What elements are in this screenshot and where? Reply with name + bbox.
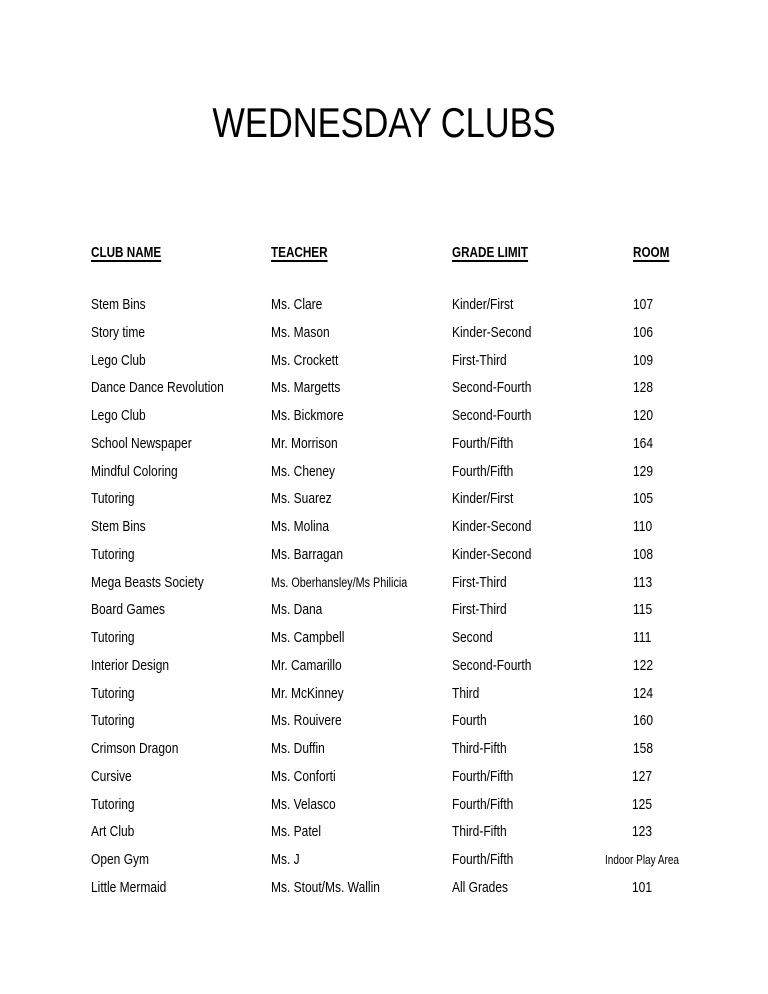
room-cell: 129 [633, 463, 654, 480]
table-row [0, 376, 768, 400]
teacher-cell: Ms. J [271, 851, 300, 868]
table-row [0, 515, 768, 539]
grade-limit-cell: Kinder-Second [452, 324, 532, 341]
page-title: WEDNESDAY CLUBS [212, 99, 556, 146]
teacher-cell: Ms. Cheney [271, 463, 336, 480]
club-name-cell: Tutoring [91, 712, 135, 729]
club-name-cell: Interior Design [91, 657, 170, 674]
room-cell: 107 [633, 296, 654, 313]
club-name-cell: Cursive [91, 768, 132, 785]
table-row [0, 293, 768, 317]
table-row [0, 321, 768, 345]
room-cell: 124 [633, 685, 654, 702]
teacher-cell: Ms. Mason [271, 324, 330, 341]
header-room: ROOM [633, 244, 670, 261]
grade-limit-cell: First-Third [452, 574, 507, 591]
room-cell: 127 [631, 768, 653, 785]
club-name-cell: Stem Bins [91, 518, 146, 535]
teacher-cell: Ms. Patel [271, 823, 322, 840]
club-name-cell: Crimson Dragon [91, 740, 179, 757]
table-row [0, 460, 768, 484]
table-row [0, 793, 768, 817]
room-cell: 125 [631, 796, 653, 813]
club-name-cell: Lego Club [91, 407, 146, 424]
grade-limit-cell: Kinder-Second [452, 546, 532, 563]
teacher-cell: Ms. Dana [271, 601, 323, 618]
grade-limit-cell: Fourth/Fifth [452, 796, 514, 813]
grade-limit-cell: Second [452, 629, 493, 646]
table-row [0, 404, 768, 428]
grade-limit-cell: Kinder-Second [452, 518, 532, 535]
club-name-cell: Mega Beasts Society [91, 574, 204, 591]
club-name-cell: Stem Bins [91, 296, 146, 313]
table-row [0, 432, 768, 456]
table-row [0, 543, 768, 567]
club-name-cell: Board Games [91, 601, 166, 618]
header-grade-limit: GRADE LIMIT [452, 244, 529, 261]
table-row [0, 654, 768, 678]
teacher-cell: Ms. Conforti [271, 768, 336, 785]
grade-limit-cell: All Grades [452, 879, 509, 896]
grade-limit-cell: Third-Fifth [452, 823, 507, 840]
table-row [0, 626, 768, 650]
room-cell: 109 [633, 352, 654, 369]
room-cell: 113 [633, 574, 653, 591]
club-name-cell: Tutoring [91, 490, 135, 507]
club-name-cell: Open Gym [91, 851, 150, 868]
teacher-cell: Ms. Velasco [271, 796, 336, 813]
teacher-cell: Ms. Oberhansley/Ms Philicia [271, 575, 408, 590]
table-row [0, 349, 768, 373]
grade-limit-cell: Second-Fourth [452, 379, 532, 396]
teacher-cell: Ms. Duffin [271, 740, 325, 757]
room-cell: 164 [633, 435, 654, 452]
club-name-cell: Tutoring [91, 546, 135, 563]
teacher-cell: Mr. Camarillo [271, 657, 342, 674]
club-name-cell: Dance Dance Revolution [91, 379, 224, 396]
table-row [0, 709, 768, 733]
table-row [0, 848, 768, 872]
grade-limit-cell: Second-Fourth [452, 407, 532, 424]
room-cell: 115 [633, 601, 653, 618]
teacher-cell: Ms. Campbell [271, 629, 345, 646]
club-name-cell: Tutoring [91, 796, 135, 813]
club-name-cell: Tutoring [91, 685, 135, 702]
room-cell: 106 [633, 324, 654, 341]
teacher-cell: Mr. McKinney [271, 685, 344, 702]
grade-limit-cell: Kinder/First [452, 490, 514, 507]
grade-limit-cell: Fourth/Fifth [452, 851, 514, 868]
table-row [0, 737, 768, 761]
grade-limit-cell: Fourth/Fifth [452, 768, 514, 785]
grade-limit-cell: First-Third [452, 352, 507, 369]
grade-limit-cell: Third [452, 685, 480, 702]
room-cell: 105 [633, 490, 654, 507]
teacher-cell: Ms. Stout/Ms. Wallin [271, 879, 380, 896]
table-row [0, 876, 768, 900]
room-cell: Indoor Play Area [605, 853, 679, 867]
teacher-cell: Ms. Bickmore [271, 407, 344, 424]
room-cell: 108 [633, 546, 654, 563]
teacher-cell: Ms. Molina [271, 518, 330, 535]
room-cell: 122 [633, 657, 654, 674]
teacher-cell: Ms. Crockett [271, 352, 339, 369]
grade-limit-cell: Second-Fourth [452, 657, 532, 674]
room-cell: 123 [631, 823, 653, 840]
club-name-cell: Tutoring [91, 629, 135, 646]
teacher-cell: Ms. Margetts [271, 379, 341, 396]
room-cell: 158 [633, 740, 654, 757]
teacher-cell: Ms. Clare [271, 296, 323, 313]
grade-limit-cell: Fourth/Fifth [452, 435, 514, 452]
header-club-name: CLUB NAME [91, 244, 162, 261]
table-row [0, 571, 768, 595]
table-row [0, 682, 768, 706]
teacher-cell: Mr. Morrison [271, 435, 338, 452]
club-name-cell: Mindful Coloring [91, 463, 178, 480]
table-row [0, 765, 768, 789]
room-cell: 110 [633, 518, 653, 535]
room-cell: 111 [633, 629, 652, 646]
room-cell: 128 [633, 379, 654, 396]
grade-limit-cell: Third-Fifth [452, 740, 507, 757]
grade-limit-cell: Fourth [452, 712, 487, 729]
club-name-cell: Little Mermaid [91, 879, 167, 896]
header-teacher: TEACHER [271, 244, 328, 261]
grade-limit-cell: Kinder/First [452, 296, 514, 313]
club-name-cell: Story time [91, 324, 146, 341]
room-cell: 160 [633, 712, 654, 729]
club-name-cell: Art Club [91, 823, 135, 840]
table-row [0, 820, 768, 844]
room-cell: 101 [631, 879, 653, 896]
teacher-cell: Ms. Rouivere [271, 712, 342, 729]
teacher-cell: Ms. Suarez [271, 490, 332, 507]
club-name-cell: School Newspaper [91, 435, 192, 452]
grade-limit-cell: Fourth/Fifth [452, 463, 514, 480]
room-cell: 120 [633, 407, 654, 424]
teacher-cell: Ms. Barragan [271, 546, 344, 563]
table-row [0, 487, 768, 511]
grade-limit-cell: First-Third [452, 601, 507, 618]
club-name-cell: Lego Club [91, 352, 146, 369]
table-row [0, 598, 768, 622]
